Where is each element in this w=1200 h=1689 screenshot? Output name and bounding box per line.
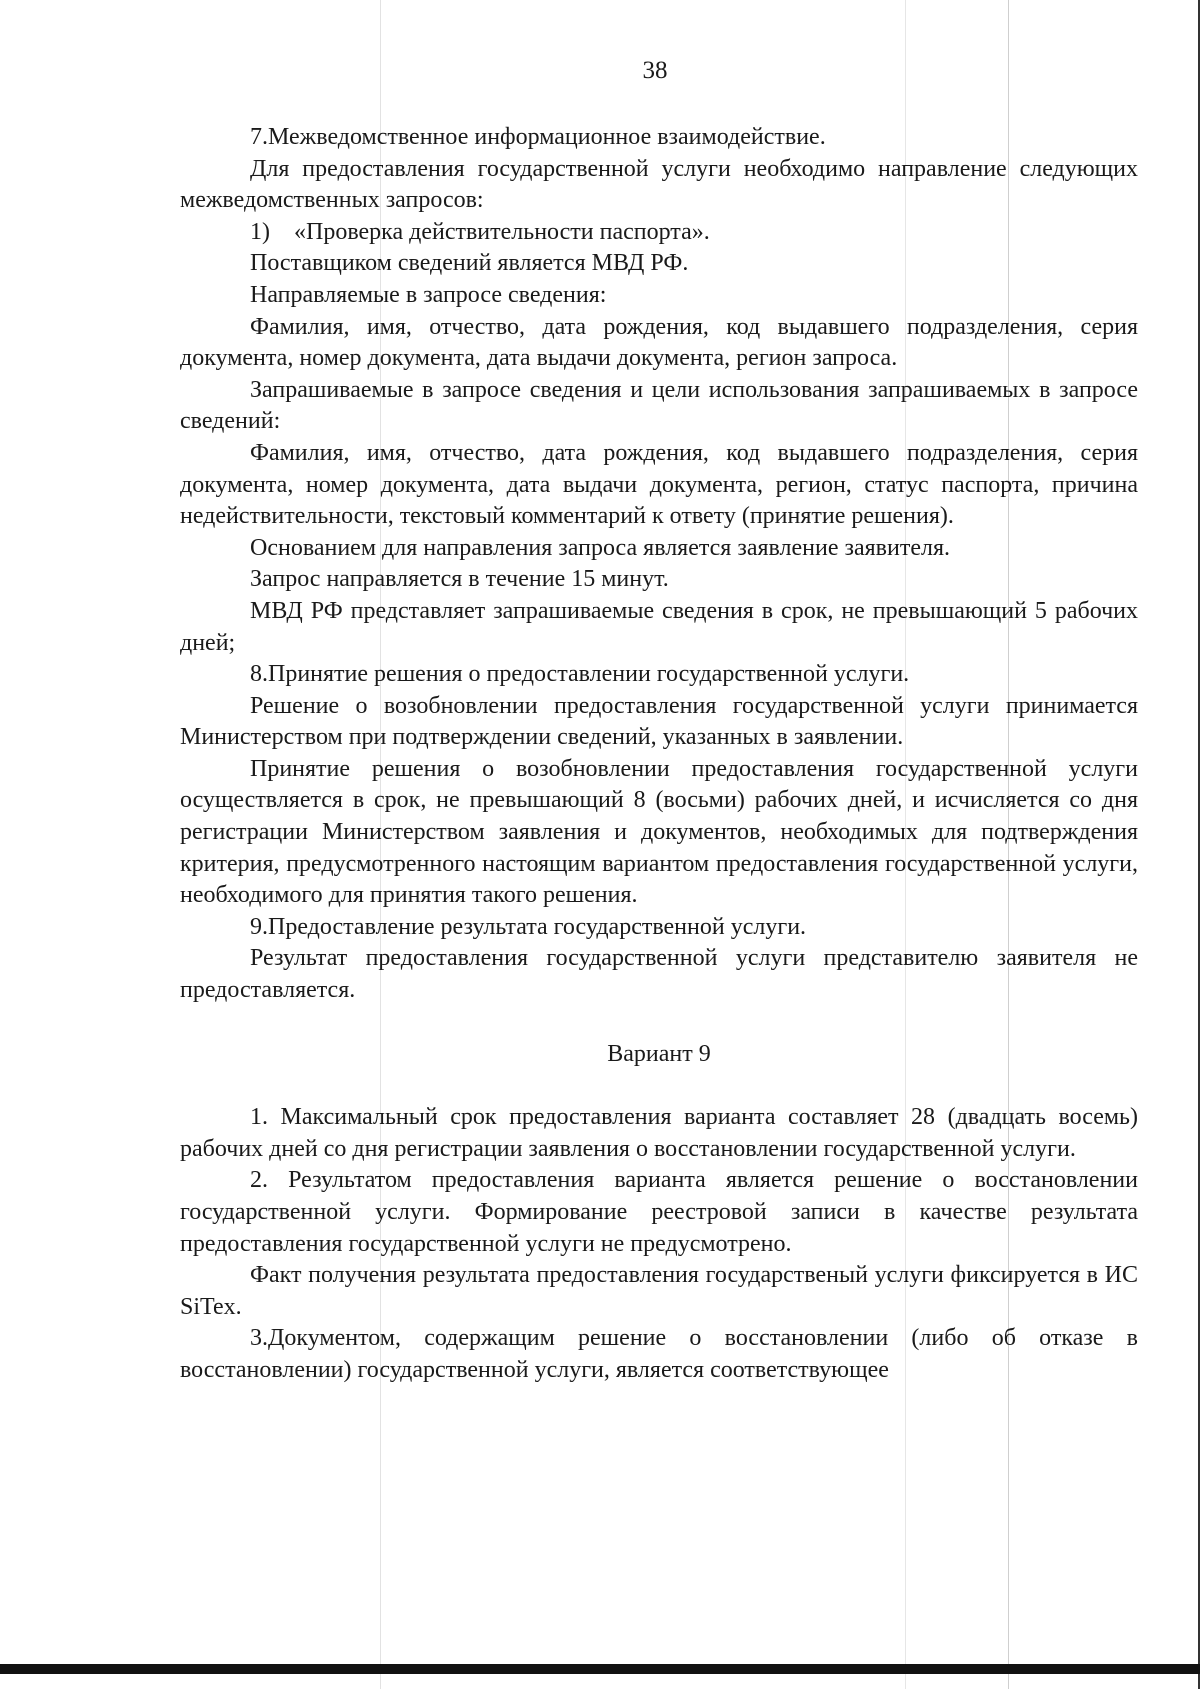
section-9-heading: 9.Предоставление результата государственной услуги. (250, 913, 807, 940)
paragraph: Фамилия, имя, отчество, дата рождения, код выдавшего подразделения, серия документа, номер документа, дата выдачи документа, регион, статус паспорта, причина недействительности, текстовый комментарий к ответу (принятие решения). (180, 439, 1138, 530)
paragraph: 2. Результатом предоставления варианта является решение о восстановлении государственной услуги. Формирование реестровой записи в качестве результата предоставления государственной услуги не предусмотрено. (180, 1167, 1138, 1257)
paragraph: Для предоставления государственной услуги необходимо направление следующих межведомственных запросов: (180, 155, 1138, 214)
paragraph: 3.Документом, содержащим решение о восстановлении (либо об отказе в восстановлении) государственной услуги, является соответствующее (180, 1325, 1138, 1383)
paragraph: Факт получения результата предоставления государственый услуги фиксируется в ИС SiTex. (180, 1262, 1138, 1320)
paragraph: Результат предоставления государственной услуги представителю заявителя не предоставляется. (180, 945, 1138, 1004)
paragraph: Фамилия, имя, отчество, дата рождения, код выдавшего подразделения, серия документа, номер документа, дата выдачи документа, регион запроса. (180, 313, 1138, 372)
paragraph: Запрашиваемые в запросе сведения и цели использования запрашиваемых в запросе сведений: (180, 376, 1138, 435)
paragraph: 1. Максимальный срок предоставления варианта составляет 28 (двадцать восемь) рабочих дней со дня регистрации заявления о восстановлении государственной услуги. (180, 1104, 1138, 1162)
section-7-heading: 7.Межведомственное информационное взаимодействие. (250, 124, 826, 150)
list-item: 1) «Проверка действительности паспорта». (250, 218, 710, 245)
variant-title: Вариант 9 (607, 1040, 711, 1067)
document-body (180, 122, 1138, 1387)
paragraph: МВД РФ представляет запрашиваемые сведения в срок, не превышающий 5 рабочих дней; (180, 597, 1138, 656)
paragraph: Принятие решения о возобновлении предоставления государственной услуги осуществляется в срок, не превышающий 8 (восьми) рабочих дней, и исчисляется со дня регистрации Министерством заявления и документов, необходимых для подтверждения критерия, предусмотренного настоящим вариантом предоставления государственной услуги, необходимого для принятия такого решения. (180, 755, 1138, 909)
paragraph: Основанием для направления запроса является заявление заявителя. (250, 534, 951, 561)
paragraph: Поставщиком сведений является МВД РФ. (250, 250, 689, 277)
scan-bottom-border (0, 1664, 1200, 1674)
section-8-heading: 8.Принятие решения о предоставлении государственной услуги. (250, 661, 910, 688)
paragraph: Направляемые в запросе сведения: (250, 281, 607, 308)
paragraph: Решение о возобновлении предоставления государственной услуги принимается Министерством при подтверждении сведений, указанных в заявлении. (180, 692, 1138, 751)
paragraph: Запрос направляется в течение 15 минут. (250, 566, 669, 593)
page-number: 38 (642, 57, 668, 84)
